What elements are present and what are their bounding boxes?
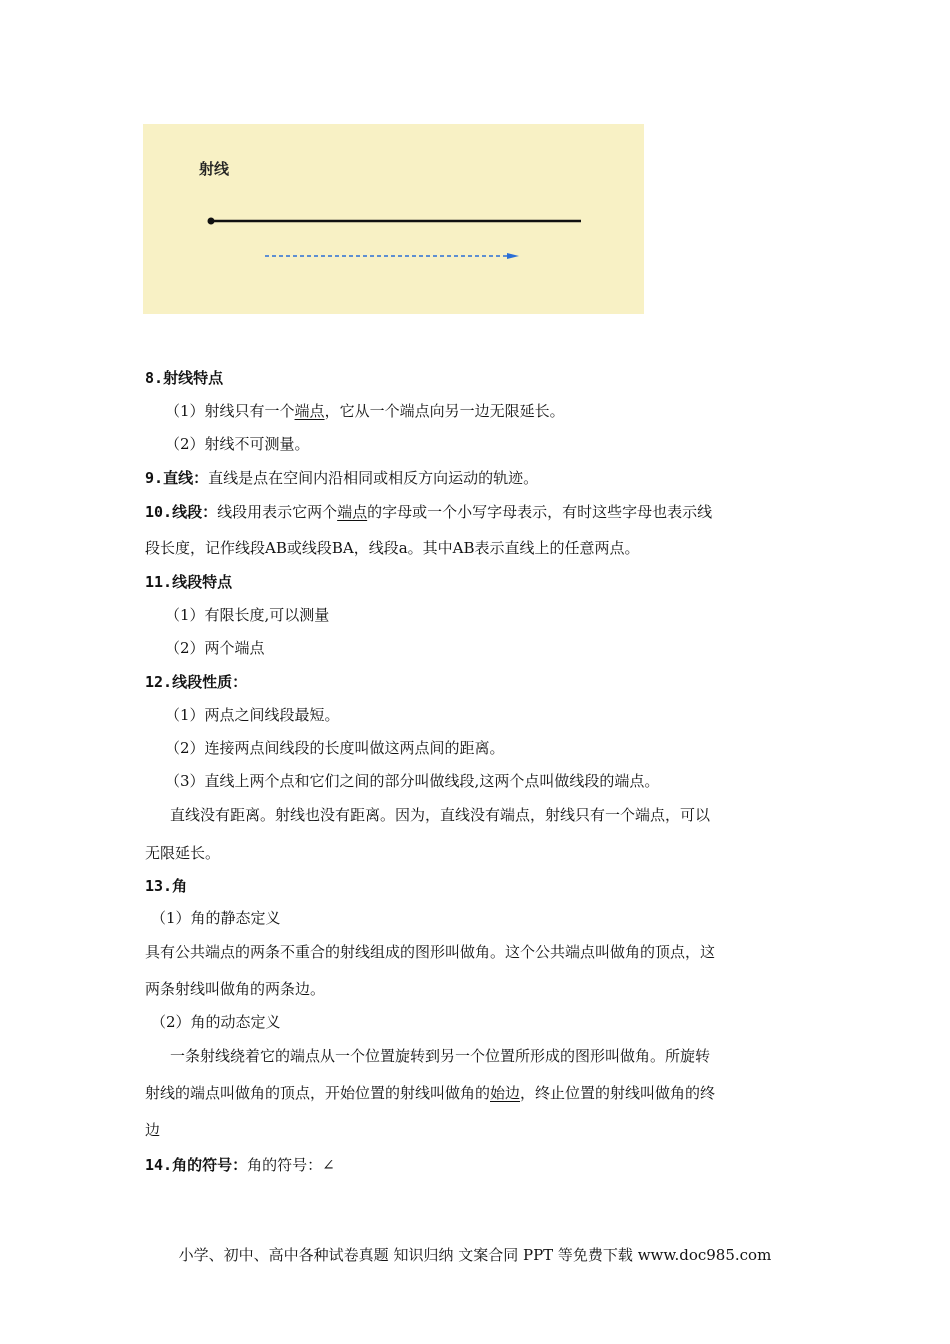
heading-14-title: 角的符号： [172,1156,248,1174]
heading-9-title: 直线： [163,469,209,487]
heading-13 [145,876,815,896]
heading-10-title: 线段： [172,503,218,521]
heading-13-title: 角 [172,877,188,895]
heading-11-number: 11. [145,573,173,591]
s13-dynamic-line-2-underlined: 始边 [490,1084,521,1102]
s10-underlined: 端点 [337,503,368,521]
heading-12-number: 12. [145,673,173,691]
s13-dynamic-line-2-post: ，终止位置的射线叫做角的终 [520,1084,716,1102]
s8-item-1 [165,401,835,421]
heading-8-title: 射线特点 [163,369,224,387]
section-14 [145,1155,815,1175]
s13-static-line-1: 具有公共端点的两条不重合的射线组成的图形叫做角。这个公共端点叫做角的顶点，这 [145,943,716,961]
s9-text: 直线是点在空间内沿相同或相反方向运动的轨迹。 [208,469,539,487]
heading-12-title: 线段性质： [172,673,248,691]
s13-dynamic-label: （2）角的动态定义 [151,1013,281,1031]
ray-figure [143,124,644,314]
heading-10-number: 10. [145,503,173,521]
section-9 [145,468,815,488]
s10-post: 的字母或一个小写字母表示，有时这些字母也表示线 [367,503,713,521]
s12-item-2: （2）连接两点间线段的长度叫做这两点间的距离。 [165,739,505,757]
s10-pre: 线段用表示它两个 [217,503,338,521]
s13-dynamic-line-3: 边 [145,1121,161,1139]
s8-item-1-post: ，它从一个端点向另一边无限延长。 [324,402,565,420]
s8-item-1-pre: （1）射线只有一个 [165,402,295,420]
s11-item-2: （2）两个端点 [165,639,265,657]
s14-text: 角的符号：∠ [247,1156,335,1174]
s13-static-line-2: 两条射线叫做角的两条边。 [145,980,326,998]
ray-diagram [143,124,644,314]
heading-9-number: 9. [145,469,164,487]
heading-11 [145,572,815,592]
heading-13-number: 13. [145,877,173,895]
heading-14-number: 14. [145,1156,173,1174]
s10-line-2: 段长度，记作线段AB或线段BA，线段a。其中AB表示直线上的任意两点。 [145,539,640,557]
s11-item-1: （1）有限长度,可以测量 [165,606,330,624]
s8-item-2: （2）射线不可测量。 [165,435,310,453]
s13-static-label: （1）角的静态定义 [151,909,281,927]
s13-dynamic-line-1: 一条射线绕着它的端点从一个位置旋转到另一个位置所形成的图形叫做角。所旋转 [170,1047,711,1065]
s12-note-line-2: 无限延长。 [145,844,221,862]
s13-dynamic-line-2-pre: 射线的端点叫做角的顶点，开始位置的射线叫做角的 [145,1084,491,1102]
page-footer: 小学、初中、高中各种试卷真题 知识归纳 文案合同 PPT 等免费下载 www.doc985.com [178,1246,772,1264]
s13-dynamic-line-2 [145,1083,815,1103]
heading-8 [145,368,815,388]
section-10 [145,502,815,522]
s12-item-3: （3）直线上两个点和它们之间的部分叫做线段,这两个点叫做线段的端点。 [165,772,660,790]
s8-item-1-underlined: 端点 [294,402,325,420]
s12-item-1: （1）两点之间线段最短。 [165,706,340,724]
s12-note-line-1: 直线没有距离。射线也没有距离。因为，直线没有端点，射线只有一个端点，可以 [170,806,711,824]
heading-12 [145,672,815,692]
direction-arrowhead [507,253,519,259]
figure-label: 射线 [199,160,230,178]
heading-11-title: 线段特点 [172,573,233,591]
heading-8-number: 8. [145,369,164,387]
